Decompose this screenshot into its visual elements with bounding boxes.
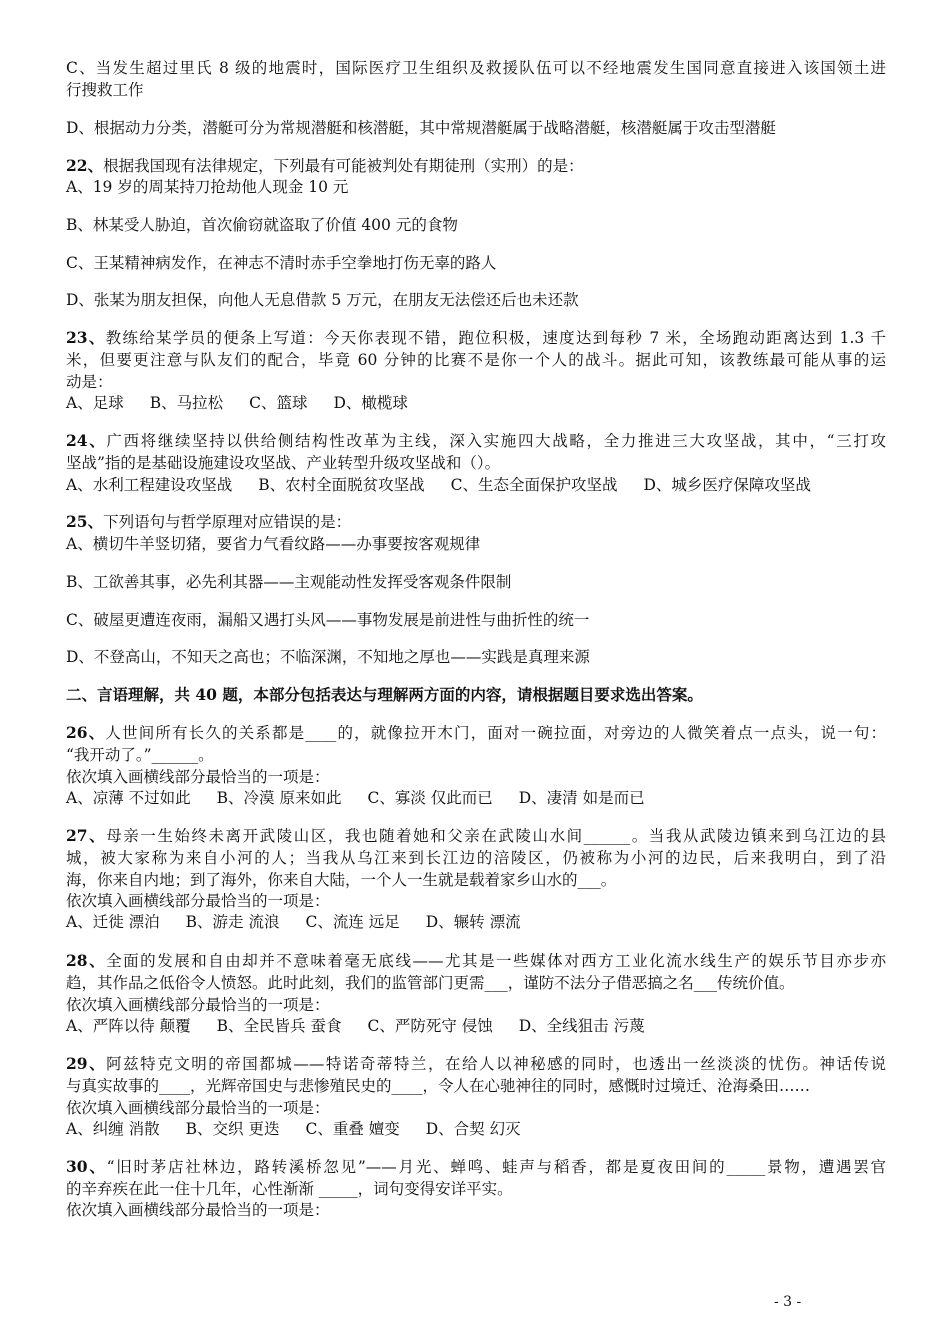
- question-text: 阿兹特克文明的帝国都城——特诺奇蒂特兰，在给人以神秘感的同时，也透出一丝淡淡的忧伤。神话传说: [106, 1055, 886, 1073]
- question-text: “旧时茅店社林边，路转溪桥忽见”——月光、蝉鸣、蛙声与稻香，都是夏夜田间的_____景物，遭遇罢官: [106, 1158, 886, 1176]
- q24-line1: [66, 430, 886, 452]
- option-d: D、辗转 漂流: [425, 913, 521, 931]
- option-b: B、马拉松: [149, 394, 224, 412]
- question-number: 24、: [66, 431, 107, 450]
- question-number: 23、: [66, 328, 106, 347]
- q25-option-d: D、不登高山，不知天之高也；不临深渊，不知地之厚也——实践是真理来源: [66, 648, 590, 666]
- q28-line1: [66, 950, 886, 972]
- option-c: C、流连 远足: [305, 913, 400, 931]
- option-a: A、足球: [66, 394, 124, 412]
- q22-option-c: C、王某精神病发作，在神志不清时赤手空拳地打伤无辜的路人: [66, 254, 497, 272]
- q27-prompt: 依次填入画横线部分最恰当的一项是：: [66, 892, 330, 910]
- question-number: 29、: [66, 1054, 107, 1073]
- q30-line2: 的辛弃疾在此一住十几年，心性渐渐 _____，词句变得安详平实。: [66, 1180, 513, 1198]
- q23-line2: 米，但要更注意与队友们的配合，毕竟 60 分钟的比赛不是你一个人的战斗。据此可知，该教练最可能从事的运: [66, 351, 886, 369]
- q25-option-b: B、工欲善其事，必先利其器——主观能动性发挥受客观条件限制: [66, 573, 512, 591]
- q22-option-a: A、19 岁的周某持刀抢劫他人现金 10 元: [66, 178, 349, 196]
- option-d: D、全线狙击 污蔑: [518, 1017, 645, 1035]
- question-text: 根据我国现有法律规定，下列最有可能被判处有期徒刑（实刑）的是：: [103, 157, 584, 175]
- question-number: 22、: [66, 156, 104, 175]
- q21-option-c-line2: 行搜救工作: [66, 81, 144, 99]
- q30-line1: [66, 1156, 886, 1178]
- q26-line2: “我开动了。”______。: [66, 746, 214, 764]
- question-text: 全面的发展和自由却并不意味着毫无底线——尤其是一些媒体对西方工业化流水线生产的娱乐节目亦步亦: [106, 952, 886, 970]
- q26-options: [66, 787, 886, 809]
- question-text: 下列语句与哲学原理对应错误的是：: [103, 513, 352, 531]
- q28-prompt: 依次填入画横线部分最恰当的一项是：: [66, 996, 330, 1014]
- q28-line2: 趋，其作品之低俗令人愤怒。此时此刻，我们的监管部门更需___，谨防不法分子借恶搞之名___传统价值。: [66, 974, 795, 992]
- question-text: 教练给某学员的便条上写道：今天你表现不错，跑位积极，速度达到每秒 7 米，全场跑动距离达到 1.3 千: [105, 329, 886, 347]
- option-a: A、迁徙 漂泊: [66, 913, 160, 931]
- q28-options: [66, 1015, 886, 1037]
- question-text: 人世间所有长久的关系都是____的，就像拉开木门，面对一碗拉面，对旁边的人微笑着点一点头，说一句：: [105, 724, 886, 742]
- q26-line1: [66, 722, 886, 744]
- q29-prompt: 依次填入画横线部分最恰当的一项是：: [66, 1099, 330, 1117]
- option-c: C、寡淡 仅此而已: [367, 789, 493, 807]
- q23-line1: [66, 327, 886, 349]
- q25-option-c: C、破屋更遭连夜雨，漏船又遇打头风——事物发展是前进性与曲折性的统一: [66, 611, 590, 629]
- q29-options: [66, 1118, 886, 1140]
- q22-stem: [66, 155, 886, 177]
- option-d: D、合契 幻灭: [425, 1120, 521, 1138]
- option-a: A、纠缠 消散: [66, 1120, 160, 1138]
- option-c: C、重叠 嬗变: [305, 1120, 400, 1138]
- option-d: D、橄榄球: [333, 394, 408, 412]
- q27-options: [66, 911, 886, 933]
- q27-line2: 城，被大家称为来自小河的人；当我从乌江来到长江边的涪陵区，仍被称为小河的边民，后来我明白，到了沿: [66, 849, 886, 867]
- q24-options: [66, 474, 886, 496]
- q26-prompt: 依次填入画横线部分最恰当的一项是：: [66, 768, 330, 786]
- option-a: A、凉薄 不过如此: [66, 789, 191, 807]
- q21-option-c-line1: C、当发生超过里氏 8 级的地震时，国际医疗卫生组织及救援队伍可以不经地震发生国同意直接进入该国领土进: [66, 59, 886, 77]
- question-number: 28、: [66, 951, 107, 970]
- q21-option-d: D、根据动力分类，潜艇可分为常规潜艇和核潜艇，其中常规潜艇属于战略潜艇，核潜艇属于攻击型潜艇: [66, 119, 776, 137]
- q23-options: [66, 392, 886, 414]
- q22-option-b: B、林某受人胁迫，首次偷窃就盗取了价值 400 元的食物: [66, 216, 458, 234]
- option-b: B、交织 更迭: [185, 1120, 280, 1138]
- question-number: 27、: [66, 826, 107, 845]
- q24-line2: 坚战”指的是基础设施建设攻坚战、产业转型升级攻坚战和（）。: [66, 454, 501, 472]
- question-number: 25、: [66, 512, 104, 531]
- option-c: C、生态全面保护攻坚战: [450, 476, 618, 494]
- q25-stem: [66, 511, 886, 533]
- question-text: 广西将继续坚持以供给侧结构性改革为主线，深入实施四大战略，全力推进三大攻坚战，其中，“三打攻: [106, 432, 886, 450]
- option-d: D、城乡医疗保障攻坚战: [643, 476, 811, 494]
- q27-line3: 海，你来自内地；到了海外，你来自大陆，一个人一生就是载着家乡山水的___。: [66, 871, 617, 889]
- option-b: B、游走 流浪: [185, 913, 280, 931]
- q29-line2: 与真实故事的____，光辉帝国史与悲惨殖民史的____，令人在心驰神往的同时，感慨时过境迁、沧海桑田……: [66, 1077, 811, 1095]
- option-a: A、水利工程建设攻坚战: [66, 476, 233, 494]
- section-heading: 二、言语理解，共 40 题，本部分包括表达与理解两方面的内容，请根据题目要求选出答案。: [66, 685, 703, 704]
- option-b: B、全民皆兵 蚕食: [216, 1017, 342, 1035]
- option-c: C、严防死守 侵蚀: [367, 1017, 493, 1035]
- q22-option-d: D、张某为朋友担保，向他人无息借款 5 万元，在朋友无法偿还后也未还款: [66, 291, 579, 309]
- page-number: - 3 -: [774, 1294, 802, 1310]
- option-b: B、农村全面脱贫攻坚战: [258, 476, 425, 494]
- question-number: 26、: [66, 723, 106, 742]
- q27-line1: [66, 825, 886, 847]
- question-number: 30、: [66, 1157, 107, 1176]
- q25-option-a: A、横切牛羊竖切猪，要省力气看纹路——办事要按客观规律: [66, 535, 481, 553]
- question-text: 母亲一生始终未离开武陵山区，我也随着她和父亲在武陵山水间______。当我从武陵边镇来到乌江边的县: [106, 827, 886, 845]
- option-a: A、严阵以待 颠覆: [66, 1017, 191, 1035]
- q23-line3: 动是：: [66, 373, 113, 391]
- q30-prompt: 依次填入画横线部分最恰当的一项是：: [66, 1201, 330, 1219]
- option-b: B、冷漠 原来如此: [216, 789, 342, 807]
- option-c: C、篮球: [249, 394, 308, 412]
- option-d: D、凄清 如是而已: [518, 789, 645, 807]
- q29-line1: [66, 1053, 886, 1075]
